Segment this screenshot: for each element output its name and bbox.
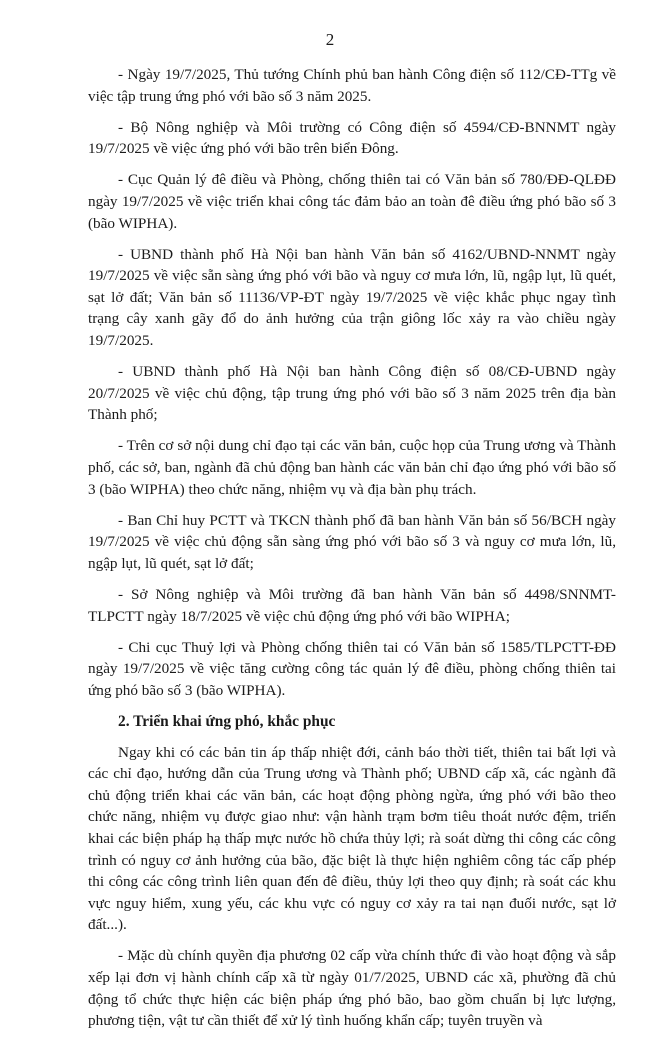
document-body <box>88 64 616 1041</box>
paragraph-dyke-department: - Cục Quản lý đê điều và Phòng, chống thiên tai có Văn bản số 780/ĐĐ-QLĐĐ ngày 19/7/2025 về việc triển khai công tác đảm bảo an toàn đê điều ứng phó bão số 3 (bão WIPHA). <box>88 171 616 232</box>
paragraph-irrigation-subdepartment: - Chi cục Thuỷ lợi và Phòng chống thiên tai có Văn bản số 1585/TLPCTT-ĐĐ ngày 19/7/2025 về việc tăng cường công tác quản lý đê điều, phòng chống thiên tai ứng phó bão số 3 (bão WIPHA). <box>88 638 616 699</box>
paragraph-deployment: Ngay khi có các bản tin áp thấp nhiệt đới, cảnh báo thời tiết, thiên tai bất lợi và các chỉ đạo, hướng dẫn của Trung ương và Thành phố; UBND cấp xã, các ngành đã chủ động triển khai các văn bản, các hoạt động phòng ngừa, ứng phó với bão theo chức năng, nhiệm vụ được giao như: vận hành trạm bơm tiêu thoát nước đệm, triển khai các biện pháp hạ thấp mực nước hồ chứa thủy lợi; rà soát dừng thi công các công trình có nguy cơ ảnh hưởng của bão, đặc biệt là thực hiện nghiêm công tác cấp phép thi công các công trình liên quan đến đê điều, thủy lợi theo quy định; rà soát các khu vực nguy hiểm, xung yếu, các khu vực có nguy cơ xảy ra tai nạn đuối nước, sạt lở đất...). <box>88 743 616 934</box>
paragraph-departments: - Trên cơ sở nội dung chỉ đạo tại các văn bản, cuộc họp của Trung ương và Thành phố, các sở, ban, ngành đã chủ động ban hành các văn bản chỉ đạo ứng phó với bão số 3 (bão WIPHA) theo chức năng, nhiệm vụ và địa bàn phụ trách. <box>88 437 616 498</box>
section-heading: 2. Triển khai ứng phó, khắc phục <box>118 712 336 730</box>
paragraph-agriculture-department: - Sở Nông nghiệp và Môi trường đã ban hành Văn bản số 4498/SNNMT-TLPCTT ngày 18/7/2025 về việc chủ động ứng phó với bão WIPHA; <box>88 585 616 625</box>
paragraph-local-government: - Mặc dù chính quyền địa phương 02 cấp vừa chính thức đi vào hoạt động và sắp xếp lại đơn vị hành chính cấp xã từ ngày 01/7/2025, UBND các xã, phường đã chủ động tổ chức thực hiện các biện pháp ứng phó bão, bao gồm chuẩn bị lực lượng, phương tiện, vật tư cần thiết để xử lý tình huống khẩn cấp; tuyên truyền và <box>88 947 616 1030</box>
paragraph-pm-dispatch: - Ngày 19/7/2025, Thủ tướng Chính phủ ban hành Công điện số 112/CĐ-TTg về việc tập trung ứng phó với bão số 3 năm 2025. <box>88 66 616 105</box>
paragraph-hanoi-dispatch: - UBND thành phố Hà Nội ban hành Công điện số 08/CĐ-UBND ngày 20/7/2025 về việc chủ động, tập trung ứng phó với bão số 3 năm 2025 trên địa bàn Thành phố; <box>88 363 616 424</box>
paragraph-command-board: - Ban Chỉ huy PCTT và TKCN thành phố đã ban hành Văn bản số 56/BCH ngày 19/7/2025 về việc chủ động sẵn sàng ứng phó với bão số 3 và nguy cơ mưa lớn, lũ, ngập lụt, lũ quét, sạt lở đất; <box>88 511 616 572</box>
paragraph-ministry-dispatch: - Bộ Nông nghiệp và Môi trường có Công điện số 4594/CĐ-BNNMT ngày 19/7/2025 về việc ứng phó với bão trên biển Đông. <box>88 118 616 158</box>
page-number: 2 <box>325 30 335 49</box>
paragraph-hanoi-document: - UBND thành phố Hà Nội ban hành Văn bản số 4162/UBND-NNMT ngày 19/7/2025 về việc sẵn sàng ứng phó với bão và nguy cơ mưa lớn, lũ, ngập lụt, lũ quét, sạt lở đất; Văn bản số 11136/VP-ĐT ngày 19/7/2025 về việc khắc phục ngay tình trạng cây xanh gãy đổ do ảnh hưởng của trận giông lốc xảy ra vào chiều ngày 19/7/2025. <box>88 245 616 350</box>
